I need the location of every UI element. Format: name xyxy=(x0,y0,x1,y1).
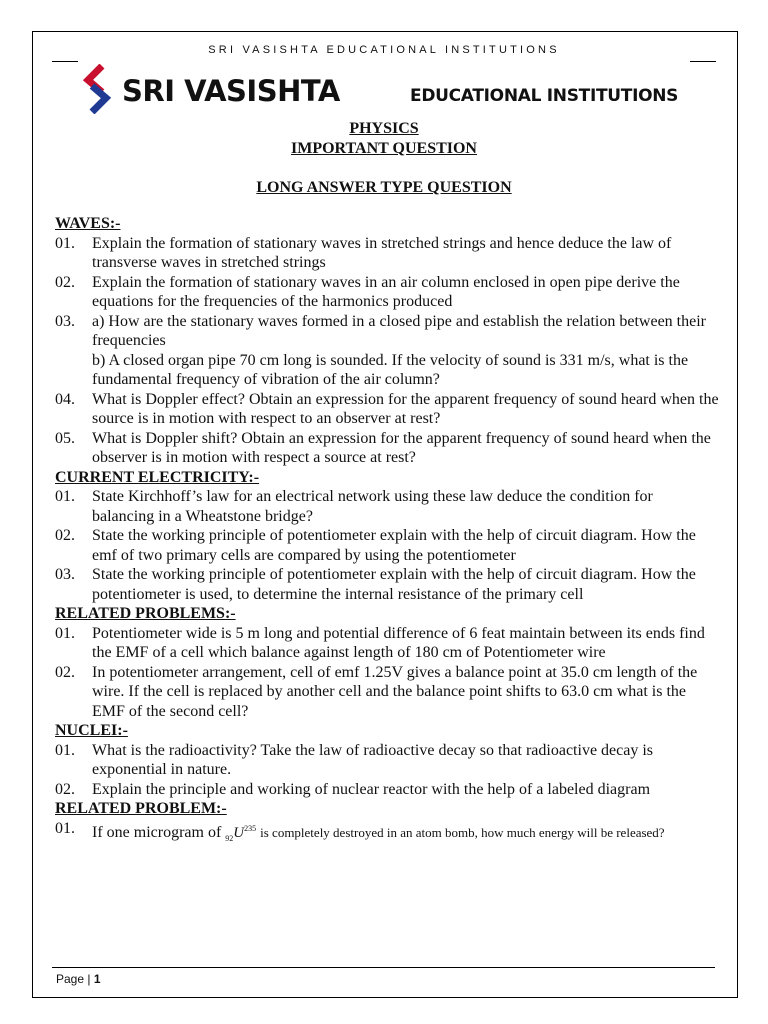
question-number: 03. xyxy=(55,566,75,583)
brand-subtitle: EDUCATIONAL INSTITUTIONS xyxy=(410,86,679,106)
question-item xyxy=(55,565,719,604)
section-heading: NUCLEI:- xyxy=(55,722,128,739)
question-text: Explain the formation of stationary waves in stretched strings and hence deduce the law of transverse waves in stretched strings xyxy=(92,234,672,271)
footer-separator: | xyxy=(87,972,91,986)
question-text: Potentiometer wide is 5 m long and potential difference of 6 feat maintain between its ends find the EMF of a cell which balance against length of 180 cm of Potentiometer wire xyxy=(92,624,705,661)
question-item xyxy=(55,526,719,565)
question-number: 05. xyxy=(55,429,75,447)
question-number: 01. xyxy=(55,741,75,759)
brand-name: SRI VASISHTA xyxy=(122,74,340,108)
question-item xyxy=(55,663,719,722)
question-text-continued: is completely destroyed in an atom bomb, how much energy will be released? xyxy=(260,824,665,840)
question-text: State Kirchhoff’s law for an electrical network using these law deduce the condition for balancing in a Wheatstone bridge? xyxy=(92,488,653,525)
section-heading: CURRENT ELECTRICITY:- xyxy=(55,468,260,486)
question-number: 03. xyxy=(55,312,75,330)
subject-title: PHYSICS xyxy=(349,120,419,137)
footer-page-number: 1 xyxy=(93,972,101,986)
question-item xyxy=(55,487,719,526)
question-number: 01. xyxy=(55,234,75,252)
question-text: Explain the principle and working of nuclear reactor with the help of a labeled diagram xyxy=(92,780,651,798)
question-number: 02. xyxy=(55,527,75,544)
question-number: 02. xyxy=(55,780,75,798)
question-item xyxy=(55,741,719,780)
question-number: 01. xyxy=(55,819,75,837)
question-item xyxy=(55,819,719,849)
uranium-formula xyxy=(225,825,256,841)
footer-page-label: Page xyxy=(56,972,85,986)
question-text: Explain the formation of stationary waves in an air column enclosed in open pipe derive the equations for the frequencies of the harmonics produced xyxy=(92,273,680,310)
formula-atomic-number: 92 xyxy=(225,833,234,843)
question-number: 02. xyxy=(55,273,75,291)
page-footer xyxy=(56,972,101,986)
heading-title: IMPORTANT QUESTION xyxy=(291,140,477,157)
question-item xyxy=(55,624,719,663)
question-text: State the working principle of potentiometer explain with the help of circuit diagram. How the emf of two primary cells are compared by using the potentiometer xyxy=(92,527,696,564)
formula-mass-number: 235 xyxy=(244,823,257,833)
question-subpart: b) A closed organ pipe 70 cm long is sounded. If the velocity of sound is 331 m/s, what is the fundamental frequency of vibration of the air column? xyxy=(92,351,689,388)
header-rule-right xyxy=(690,61,716,62)
question-text: What is Doppler effect? Obtain an expression for the apparent frequency of sound heard when the source is in motion with respect to an observer at rest? xyxy=(92,390,719,427)
formula-symbol: U xyxy=(233,824,245,841)
question-text: What is Doppler shift? Obtain an expression for the apparent frequency of sound heard when the observer is in motion with respect a source at rest? xyxy=(92,429,711,466)
question-item xyxy=(55,234,719,273)
question-number: 01. xyxy=(55,624,75,642)
question-text: If one microgram of xyxy=(92,823,222,841)
question-item xyxy=(55,780,719,800)
footer-rule xyxy=(52,967,715,968)
question-item xyxy=(55,429,719,468)
header-rule-left xyxy=(52,61,78,62)
question-number: 02. xyxy=(55,663,75,681)
question-text: In potentiometer arrangement, cell of emf 1.25V gives a balance point at 35.0 cm length of the wire. If the cell is replaced by another cell and the balance point shifts to 63.0 cm what is the EMF of the second cell? xyxy=(92,663,698,720)
brand-logo-icon xyxy=(80,64,114,114)
question-text: State the working principle of potentiometer explain with the help of circuit diagram. How the potentiometer is used, to determine the internal resistance of the primary cell xyxy=(92,566,696,603)
section-heading: WAVES:- xyxy=(55,215,121,232)
question-text: a) How are the stationary waves formed in a closed pipe and establish the relation between their frequencies xyxy=(92,312,706,349)
question-text: What is the radioactivity? Take the law of radioactive decay so that radioactive decay is exponential in nature. xyxy=(92,741,654,778)
question-item xyxy=(55,390,719,429)
institution-header-line: SRI VASISHTA EDUCATIONAL INSTITUTIONS xyxy=(208,44,560,56)
question-number: 04. xyxy=(55,390,75,408)
question-number: 01. xyxy=(55,488,75,505)
question-type-title: LONG ANSWER TYPE QUESTION xyxy=(256,179,512,196)
section-heading: RELATED PROBLEM:- xyxy=(55,800,227,817)
section-heading: RELATED PROBLEMS:- xyxy=(55,605,236,622)
question-item xyxy=(55,312,719,390)
question-item xyxy=(55,273,719,312)
questions-content xyxy=(55,214,719,848)
